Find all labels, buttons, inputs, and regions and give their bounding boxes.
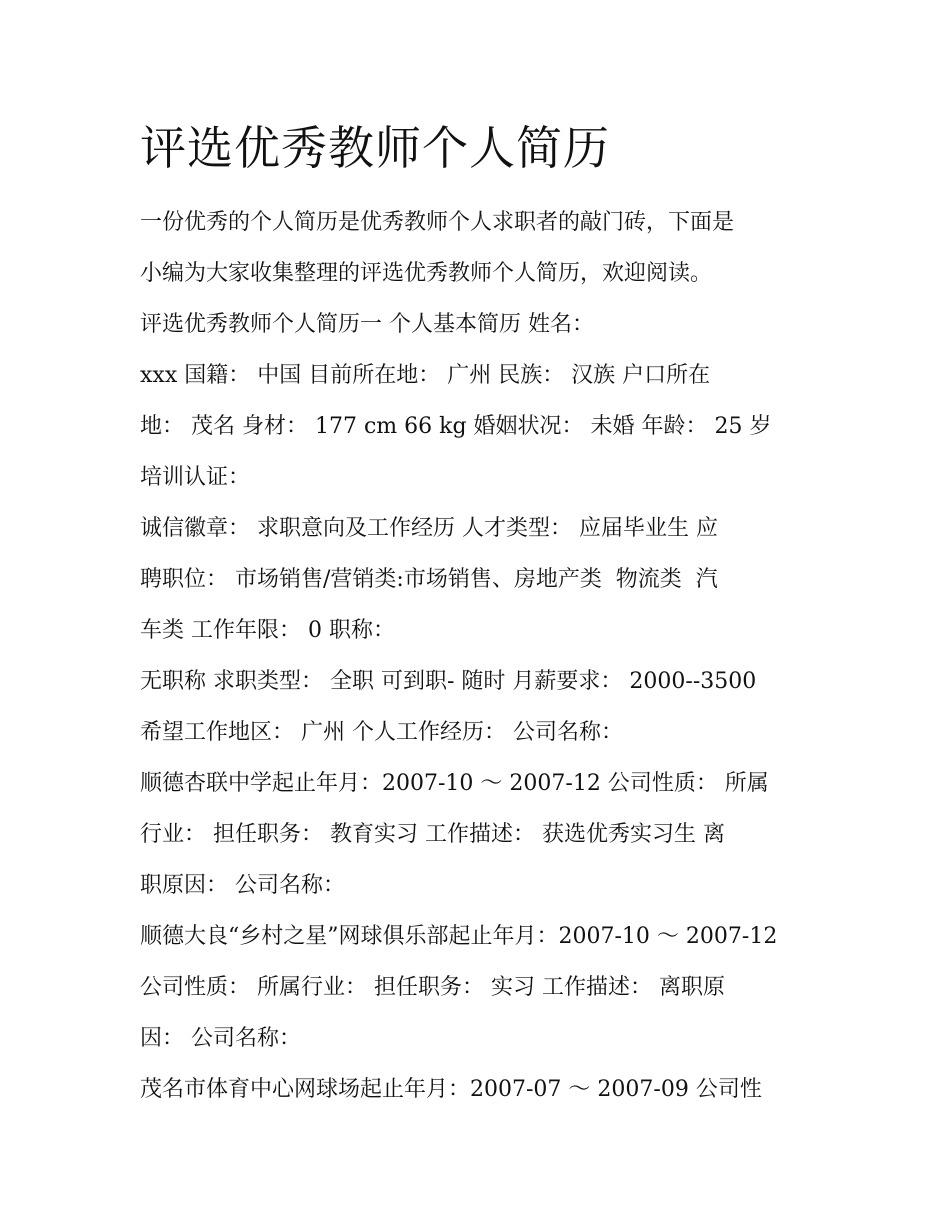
body-line: 茂名市体育中心网球场起止年月：2007-07 ～ 2007-09 公司性: [140, 1077, 762, 1102]
body-line: 无职称 求职类型： 全职 可到职- 随时 月薪要求： 2000--3500: [140, 669, 757, 694]
body-line: 因： 公司名称：: [140, 1026, 301, 1051]
body-line: 顺德杏联中学起止年月：2007-10 ～ 2007-12 公司性质： 所属: [140, 771, 769, 796]
body-line: 行业： 担任职务： 教育实习 工作描述： 获选优秀实习生 离: [140, 822, 725, 847]
document-body: [140, 197, 820, 1115]
body-line: 小编为大家收集整理的评选优秀教师个人简历，欢迎阅读。: [140, 261, 713, 286]
body-line: 顺德大良“乡村之星”网球俱乐部起止年月：2007-10 ～ 2007-12: [140, 924, 778, 949]
body-line: xxx 国籍： 中国 目前所在地： 广州 民族： 汉族 户口所在: [140, 363, 711, 388]
body-line: 地： 茂名 身材： 177 cm 66 kg 婚姻状况： 未婚 年龄： 25 岁: [140, 414, 772, 439]
body-line: 评选优秀教师个人简历一 个人基本简历 姓名：: [140, 312, 594, 337]
body-line: 聘职位： 市场销售/营销类:市场销售、房地产类 物流类 汽: [140, 567, 718, 592]
body-line: 诚信徽章： 求职意向及工作经历 人才类型： 应届毕业生 应: [140, 516, 718, 541]
body-line: 职原因： 公司名称：: [140, 873, 345, 898]
body-line: 车类 工作年限： 0 职称：: [140, 618, 395, 643]
body-line: 一份优秀的个人简历是优秀教师个人求职者的敲门砖，下面是: [140, 210, 735, 235]
body-line: 公司性质： 所属行业： 担任职务： 实习 工作描述： 离职原: [140, 975, 725, 1000]
body-line: 培训认证：: [140, 465, 251, 490]
body-line: 希望工作地区： 广州 个人工作经历： 公司名称：: [140, 720, 623, 745]
document-title: 评选优秀教师个人简历: [140, 121, 610, 175]
